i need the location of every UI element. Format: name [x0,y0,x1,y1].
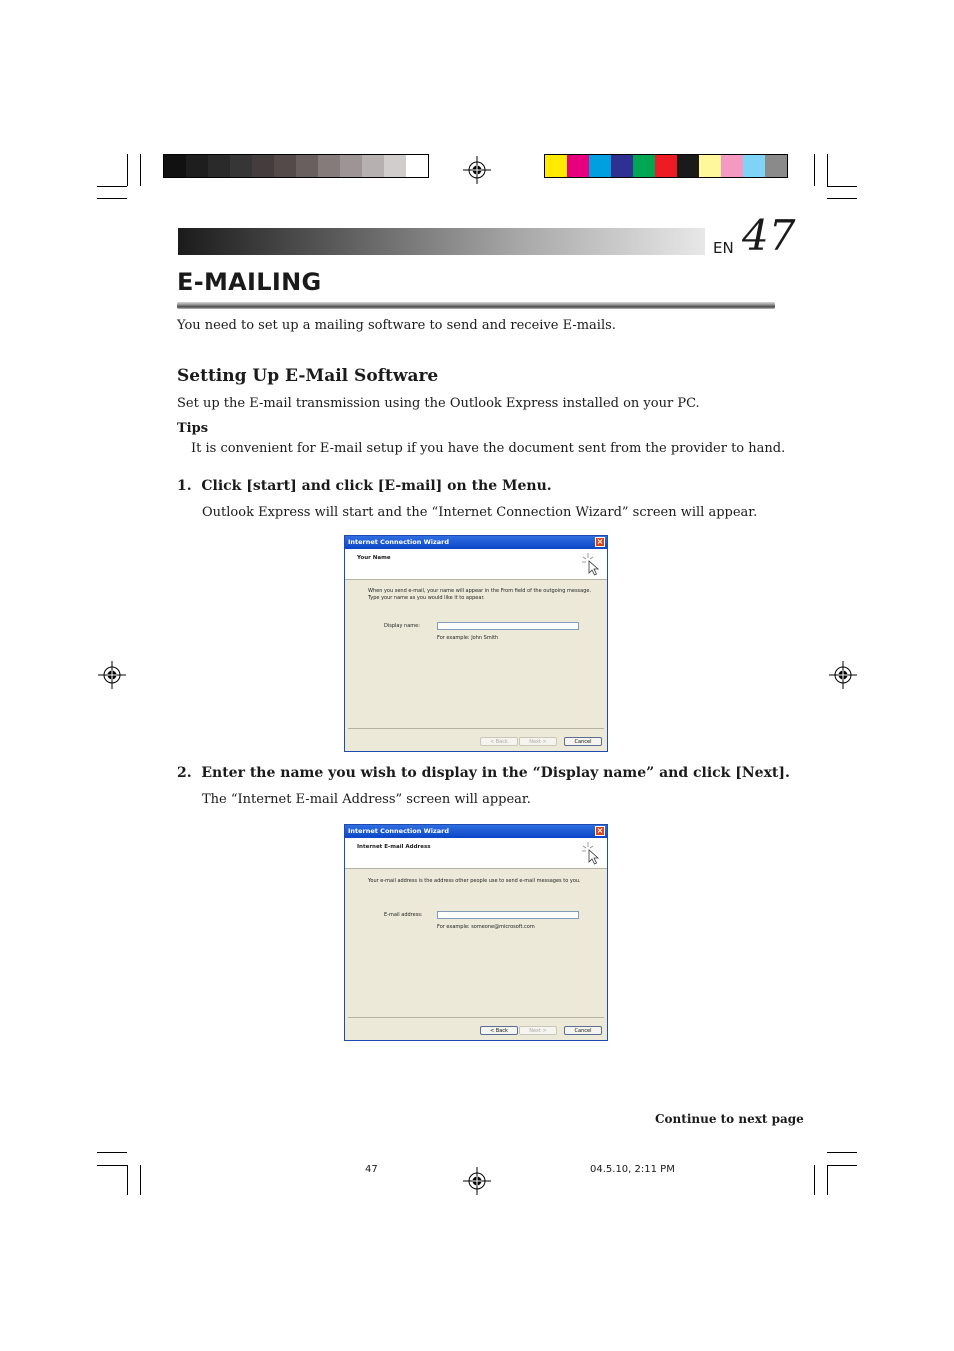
color-swatch [318,155,340,177]
color-swatch [274,155,296,177]
crop-mark [127,154,128,186]
crop-mark [97,198,127,199]
page-title: E-MAILING [177,268,322,296]
dialog-header [345,549,607,580]
dialog-instruction-2: Type your name as you would like it to appear. [368,595,485,601]
crop-mark [827,1152,857,1153]
title-rule [177,302,775,309]
step-2-heading: 2. Enter the name you wish to display in the “Display name” and click [Next]. [177,765,790,781]
slug-page-number: 47 [365,1164,378,1175]
display-name-label: Display name: [384,623,420,629]
color-swatch [186,155,208,177]
color-swatch [567,155,589,177]
crop-mark [140,1165,141,1195]
crop-mark [827,154,828,186]
close-icon[interactable]: × [596,537,604,546]
section-heading: Setting Up E-Mail Software [177,366,439,386]
slug-date: 04.5.10, 2:11 PM [590,1164,675,1175]
color-swatch [296,155,318,177]
page-number: 47 [742,211,796,260]
email-address-input[interactable] [437,911,579,919]
dialog-title: Internet Connection Wizard [348,538,450,546]
tips-label: Tips [177,421,209,436]
dialog-title-bar [345,825,607,838]
process-color-bar [544,154,788,178]
dialog-instruction-1: Your e-mail address is the address other people use to send e-mail messages to you. [368,878,581,884]
continue-note: Continue to next page [655,1112,804,1126]
dialog-separator [348,728,604,729]
registration-mark-icon [463,156,491,184]
wizard-dialog-your-name [344,535,608,752]
crop-mark [827,198,857,199]
crop-mark [97,186,127,187]
back-button[interactable]: < Back [480,737,518,746]
crop-mark [140,154,141,186]
color-swatch [611,155,633,177]
cancel-button[interactable]: Cancel [564,737,602,746]
wizard-cursor-icon [579,840,601,866]
step-2-text: The “Internet E-mail Address” screen will appear. [202,792,531,807]
step-1-text: Outlook Express will start and the “Internet Connection Wizard” screen will appear. [202,505,758,520]
color-swatch [699,155,721,177]
next-button[interactable]: Next > [519,1026,557,1035]
crop-mark [827,1165,828,1195]
registration-mark-icon [463,1167,491,1195]
color-swatch [362,155,384,177]
color-swatch [406,155,428,177]
dialog-header-title: Internet E-mail Address [357,844,431,850]
color-swatch [230,155,252,177]
color-swatch [545,155,567,177]
grayscale-color-bar [163,154,429,178]
color-swatch [721,155,743,177]
tips-text: It is convenient for E-mail setup if you have the document sent from the provider to hand. [191,441,786,456]
section-text: Set up the E-mail transmission using the Outlook Express installed on your PC. [177,396,700,411]
dialog-header-title: Your Name [357,555,391,561]
header-gradient-band [178,228,705,255]
dialog-title: Internet Connection Wizard [348,827,450,835]
email-address-label: E-mail address: [384,912,423,918]
crop-mark [827,1165,857,1166]
color-swatch [589,155,611,177]
cancel-button[interactable]: Cancel [564,1026,602,1035]
crop-mark [97,1165,127,1166]
color-swatch [208,155,230,177]
dialog-title-bar [345,536,607,549]
color-swatch [384,155,406,177]
color-swatch [164,155,186,177]
dialog-header [345,838,607,869]
display-name-example: For example: John Smith [437,635,499,641]
next-button[interactable]: Next > [519,737,557,746]
dialog-separator [348,1017,604,1018]
email-address-example: For example: someone@microsoft.com [437,924,535,930]
color-swatch [677,155,699,177]
dialog-instruction-1: When you send e-mail, your name will appear in the From field of the outgoing message. [368,588,592,594]
registration-mark-icon [829,661,857,689]
crop-mark [814,1165,815,1195]
color-swatch [340,155,362,177]
registration-mark-icon [98,661,126,689]
color-swatch [633,155,655,177]
color-swatch [765,155,787,177]
intro-text: You need to set up a mailing software to send and receive E-mails. [177,318,616,333]
display-name-input[interactable] [437,622,579,630]
wizard-cursor-icon [579,551,601,577]
back-button[interactable]: < Back [480,1026,518,1035]
color-swatch [743,155,765,177]
wizard-dialog-email-address [344,824,608,1041]
crop-mark [97,1152,127,1153]
crop-mark [814,154,815,186]
crop-mark [827,186,857,187]
color-swatch [252,155,274,177]
step-1-heading: 1. Click [start] and click [E-mail] on the Menu. [177,478,552,494]
close-icon[interactable]: × [596,826,604,835]
color-swatch [655,155,677,177]
crop-mark [127,1165,128,1195]
language-label: EN [713,239,734,257]
